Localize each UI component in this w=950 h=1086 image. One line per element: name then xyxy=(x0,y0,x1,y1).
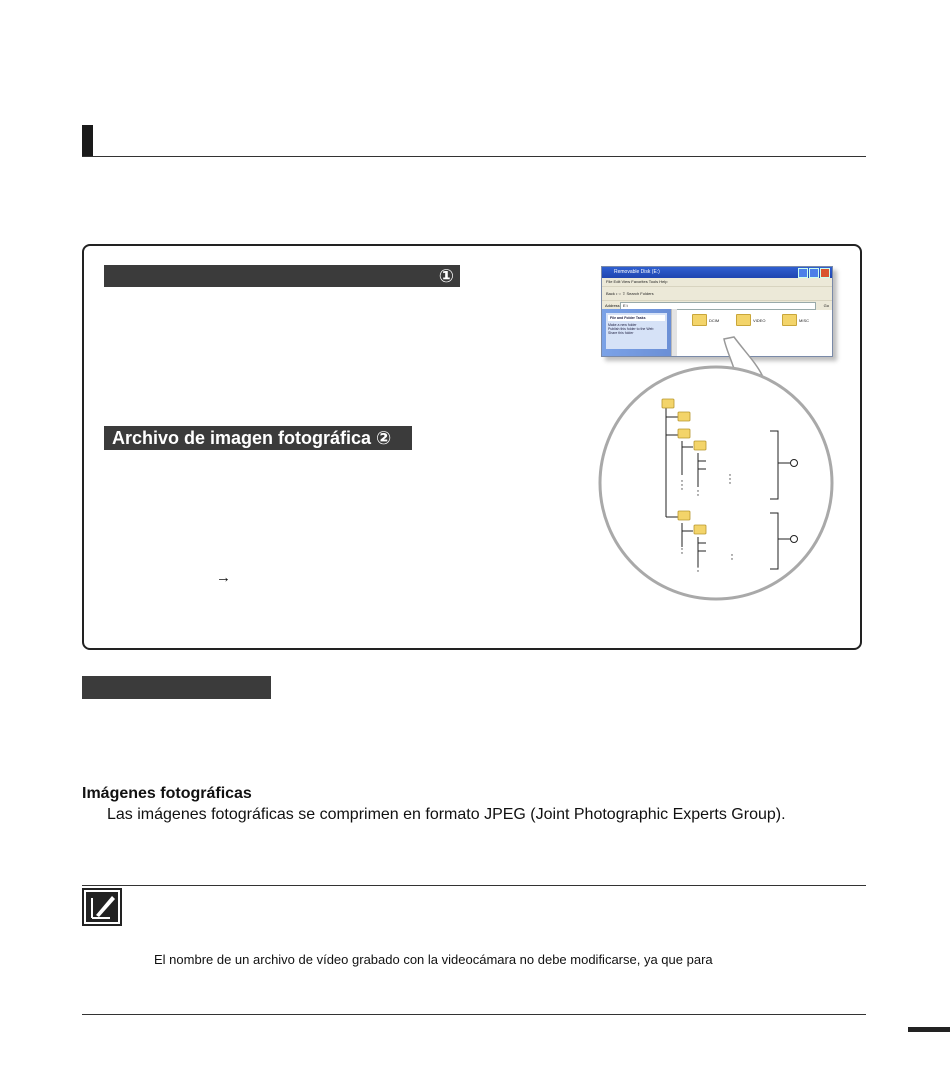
folder-icon xyxy=(736,314,751,326)
photo-file-label-text: Archivo de imagen fotográfica ② xyxy=(112,427,392,448)
pencil-note-icon xyxy=(82,888,122,926)
go-label: Go xyxy=(823,303,829,308)
section-label-bar xyxy=(82,676,271,699)
title-marker-block xyxy=(82,125,93,157)
bottom-rule xyxy=(82,1014,866,1015)
folder-icon xyxy=(692,314,707,326)
folder-icon xyxy=(678,511,690,520)
arrow-glyph: → xyxy=(216,569,231,586)
explorer-title: Removable Disk (E:) xyxy=(614,269,660,275)
side-pane-item: Make a new folder xyxy=(608,323,637,327)
note-rule xyxy=(82,885,866,886)
video-file-marker: ① xyxy=(438,265,454,286)
folder-icon xyxy=(782,314,797,326)
folder-icon xyxy=(678,412,690,421)
folder-icon xyxy=(694,525,706,534)
folder-dcim xyxy=(692,314,719,326)
side-pane-item: Share this folder xyxy=(608,331,634,335)
folder-label: DCIM xyxy=(709,317,720,323)
minimize-icon xyxy=(798,268,808,278)
photo-file-label xyxy=(104,426,412,450)
folder-label: MISC xyxy=(799,317,809,323)
bracket-marker xyxy=(791,460,798,467)
address-field: E:\ xyxy=(620,302,816,310)
explorer-titlebar xyxy=(602,267,832,278)
folder-icon xyxy=(662,399,674,408)
note-text: El nombre de un archivo de vídeo grabado con la videocámara no debe modificarse, ya que para xyxy=(154,952,713,967)
folder-misc xyxy=(782,314,809,326)
side-pane-header: File and Folder Tasks xyxy=(608,315,665,321)
explorer-menu: File Edit View Favorites Tools Help xyxy=(602,278,832,286)
callout-circle xyxy=(600,367,832,599)
maximize-icon xyxy=(809,268,819,278)
folder-label: VIDEO xyxy=(753,317,766,323)
folder-icon xyxy=(694,441,706,450)
side-pane-item: Publish this folder to the Web xyxy=(608,327,654,331)
close-icon xyxy=(820,268,830,278)
video-file-label xyxy=(104,265,460,287)
explorer-toolbar: Back • ○ ⇧ Search Folders xyxy=(602,286,832,300)
bracket-marker xyxy=(791,536,798,543)
address-label: Address xyxy=(605,303,620,308)
folder-icon xyxy=(678,429,690,438)
photo-images-description: Las imágenes fotográficas se comprimen en formato JPEG (Joint Photographic Experts Group). xyxy=(107,806,786,823)
page-tab-marker xyxy=(908,1027,950,1032)
title-rule xyxy=(82,156,866,157)
folder-video xyxy=(736,314,765,326)
photo-images-heading: Imágenes fotográficas xyxy=(82,785,252,802)
folder-tree-callout xyxy=(596,335,846,605)
